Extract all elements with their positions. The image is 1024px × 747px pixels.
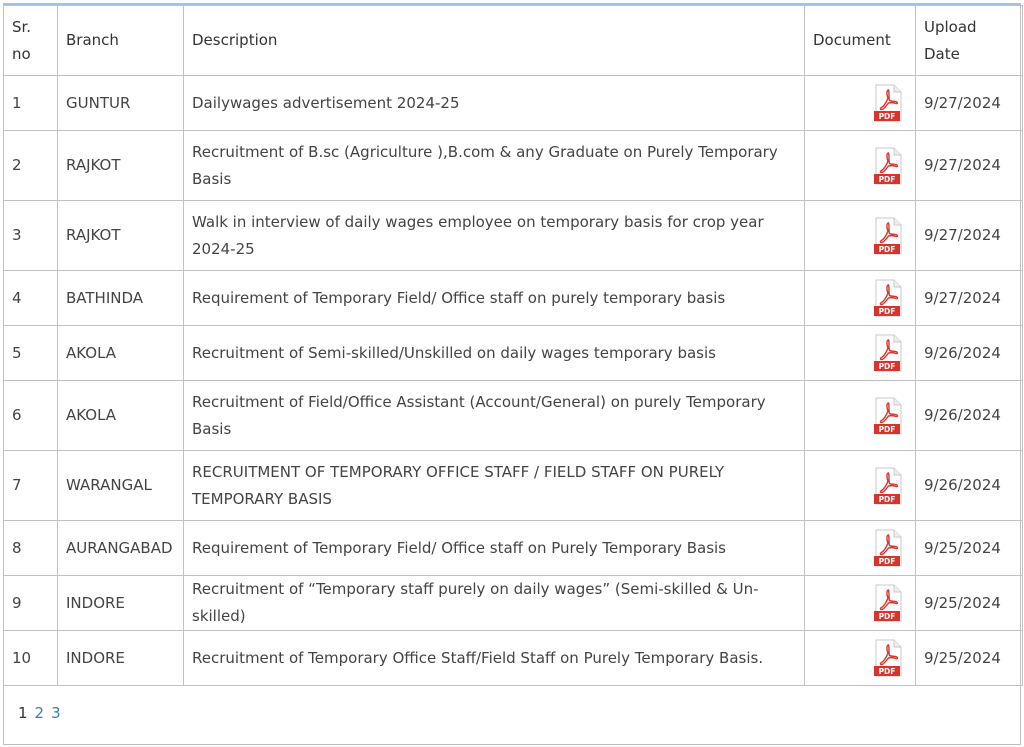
table-row (4, 631, 1023, 686)
cell-document (805, 451, 916, 521)
cell-upload-date: 9/26/2024 (916, 326, 1023, 381)
pdf-label: PDF (878, 362, 896, 371)
cell-document (805, 201, 916, 271)
cell-description: Recruitment of Semi-skilled/Unskilled on daily wages temporary basis (184, 326, 805, 381)
cell-upload-date: 9/25/2024 (916, 576, 1023, 631)
table-row (4, 131, 1023, 201)
cell-branch: INDORE (58, 631, 184, 686)
pdf-label: PDF (878, 557, 896, 566)
cell-description: Dailywages advertisement 2024-25 (184, 76, 805, 131)
page-link-3[interactable]: 3 (51, 704, 61, 722)
pdf-icon[interactable] (873, 397, 903, 435)
pdf-icon[interactable] (873, 467, 903, 505)
pdf-icon[interactable] (873, 584, 903, 622)
announcements-table (3, 5, 1023, 686)
cell-upload-date: 9/26/2024 (916, 451, 1023, 521)
pdf-icon[interactable] (873, 639, 903, 677)
cell-description: Requirement of Temporary Field/ Office staff on purely temporary basis (184, 271, 805, 326)
cell-upload-date: 9/27/2024 (916, 201, 1023, 271)
cell-upload-date: 9/27/2024 (916, 131, 1023, 201)
header-srno: Sr. no (4, 6, 58, 76)
page-link-1[interactable]: 1 (18, 704, 28, 722)
pdf-label: PDF (878, 612, 896, 621)
cell-document (805, 131, 916, 201)
page-link-2[interactable]: 2 (34, 704, 45, 722)
table-header-row (4, 6, 1023, 76)
table-row (4, 576, 1023, 631)
cell-srno: 7 (4, 451, 58, 521)
pagination (18, 704, 68, 722)
table-body (4, 76, 1023, 686)
cell-srno: 5 (4, 326, 58, 381)
pdf-label: PDF (878, 174, 896, 184)
header-branch: Branch (58, 6, 184, 76)
table-row (4, 451, 1023, 521)
cell-srno: 2 (4, 131, 58, 201)
cell-branch: BATHINDA (58, 271, 184, 326)
cell-branch: RAJKOT (58, 131, 184, 201)
table-row (4, 76, 1023, 131)
pdf-icon[interactable] (873, 279, 903, 317)
cell-srno: 1 (4, 76, 58, 131)
cell-branch: GUNTUR (58, 76, 184, 131)
header-description: Description (184, 6, 805, 76)
cell-upload-date: 9/27/2024 (916, 76, 1023, 131)
pdf-label: PDF (878, 424, 896, 434)
cell-branch: AKOLA (58, 326, 184, 381)
cell-document (805, 381, 916, 451)
pdf-label: PDF (878, 112, 896, 121)
pdf-icon[interactable] (873, 84, 903, 122)
cell-branch: RAJKOT (58, 201, 184, 271)
cell-document (805, 521, 916, 576)
cell-description: Recruitment of “Temporary staff purely on daily wages” (Semi-skilled & Un-skilled) (184, 576, 805, 631)
cell-description: Recruitment of Field/Office Assistant (Account/General) on purely Temporary Basis (184, 381, 805, 451)
cell-document (805, 576, 916, 631)
cell-upload-date: 9/26/2024 (916, 381, 1023, 451)
table-row (4, 271, 1023, 326)
table-row (4, 201, 1023, 271)
cell-document (805, 271, 916, 326)
pdf-label: PDF (878, 307, 896, 316)
cell-upload-date: 9/27/2024 (916, 271, 1023, 326)
cell-branch: AKOLA (58, 381, 184, 451)
cell-srno: 6 (4, 381, 58, 451)
pdf-icon[interactable] (873, 147, 903, 185)
cell-branch: INDORE (58, 576, 184, 631)
header-upload-date: Upload Date (916, 6, 1023, 76)
table-row (4, 381, 1023, 451)
header-document: Document (805, 6, 916, 76)
cell-description: Walk in interview of daily wages employee on temporary basis for crop year 2024-25 (184, 201, 805, 271)
cell-document (805, 631, 916, 686)
pdf-label: PDF (878, 244, 896, 254)
cell-upload-date: 9/25/2024 (916, 521, 1023, 576)
pdf-icon[interactable] (873, 529, 903, 567)
table-row (4, 521, 1023, 576)
cell-branch: WARANGAL (58, 451, 184, 521)
cell-description: Recruitment of Temporary Office Staff/Field Staff on Purely Temporary Basis. (184, 631, 805, 686)
cell-description: RECRUITMENT OF TEMPORARY OFFICE STAFF / FIELD STAFF ON PURELY TEMPORARY BASIS (184, 451, 805, 521)
cell-srno: 9 (4, 576, 58, 631)
cell-srno: 3 (4, 201, 58, 271)
cell-srno: 8 (4, 521, 58, 576)
cell-description: Recruitment of B.sc (Agriculture ),B.com & any Graduate on Purely Temporary Basis (184, 131, 805, 201)
cell-srno: 10 (4, 631, 58, 686)
table-row (4, 326, 1023, 381)
pdf-label: PDF (878, 494, 896, 504)
cell-branch: AURANGABAD (58, 521, 184, 576)
pdf-icon[interactable] (873, 334, 903, 372)
cell-document (805, 326, 916, 381)
cell-document (805, 76, 916, 131)
pdf-label: PDF (878, 667, 896, 676)
cell-upload-date: 9/25/2024 (916, 631, 1023, 686)
cell-srno: 4 (4, 271, 58, 326)
cell-description: Requirement of Temporary Field/ Office staff on Purely Temporary Basis (184, 521, 805, 576)
pdf-icon[interactable] (873, 217, 903, 255)
